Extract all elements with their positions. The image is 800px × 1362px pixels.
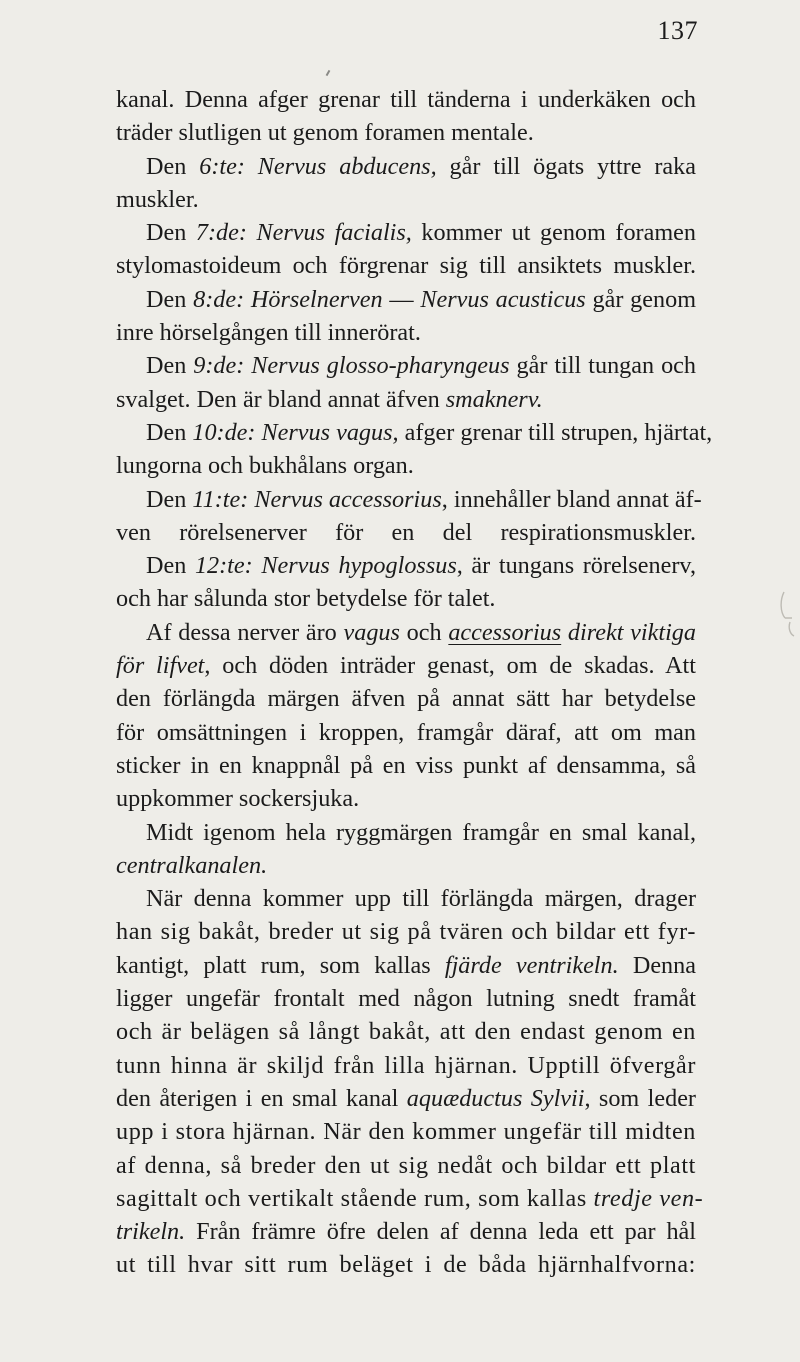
text-run: ligger ungefär frontalt med någon lutning snedt framåt [116,985,696,1013]
text-line [116,915,696,948]
italic-run: 6:te: Nervus abducens, [199,152,437,180]
text-run: kanal. Denna afger grenar till tänderna i underkäken och [116,86,696,113]
text-run: Den [146,552,195,580]
text-line [116,516,696,549]
italic-run: för lifvet [116,652,205,680]
scan-speck [326,70,331,76]
text-line [116,349,696,382]
italic-run: Nervus acusticus [420,285,586,313]
italic-run: 8:de: Hörselnerven [193,285,383,313]
text-run: uppkommer sockersjuka. [116,785,360,813]
text-line [116,1149,696,1182]
italic-run: trikeln. [116,1218,186,1246]
text-run: för omsättningen i kroppen, framgår däraf, att om man [116,718,696,746]
text-line [116,150,696,183]
text-line [116,249,696,282]
text-run: , som leder [584,1084,696,1112]
italic-run: 9:de: Nervus glosso-pharyngeus [193,352,510,380]
text-run: tunn hinna är skiljd från lilla hjärnan. Upptill öfvergår [116,1051,696,1079]
italic-run: aquæductus Sylvii [406,1084,585,1112]
text-run: och är belägen så långt bakåt, att den endast genom en [116,1018,696,1046]
text-run: När denna kommer upp till förlängda märgen, drager [146,885,696,913]
text-line [116,982,696,1015]
text-run: går till tungan och [509,352,696,380]
text-run: af denna, så breder den ut sig nedåt och bildar ett platt [116,1151,696,1179]
text-run: sagittalt och vertikalt stående rum, som kallas [116,1184,594,1212]
text-line [116,383,696,416]
italic-run: centralkanalen. [116,851,268,879]
text-run: Den [146,219,196,247]
text-run: Den [146,352,194,380]
italic-run: fjärde ventrikeln. [444,951,619,979]
italic-run: tredje ven- [593,1184,704,1212]
italic-run: 11:te: Nervus accessorius [192,485,442,513]
text-run: Den [146,418,193,446]
margin-pencil-mark-icon [778,588,798,640]
text-run: den förlängda märgen äfven på annat sätt har betydelse [116,685,696,713]
text-run: upp i stora hjärnan. När den kommer ungefär till midten [116,1118,696,1146]
text-line [116,882,696,915]
text-run: ut till hvar sitt rum beläget i de båda hjärnhalfvorna: [116,1251,696,1279]
text-run: stylomastoideum och förgrenar sig till ansiktets muskler. [116,252,696,280]
text-run: kantigt, platt rum, som kallas [116,951,445,979]
text-line [116,483,702,516]
text-run: ven rörelsenerver för en del respirationsmuskler. [116,518,696,546]
text-line [116,616,696,649]
page-number: 137 [657,16,698,45]
italic-run: direkt viktiga [567,618,696,646]
text-run: afger grenar till strupen, hjärtat, [398,418,713,446]
italic-run: accessorius [448,618,562,646]
text-run: inre hörselgången till innerörat. [116,319,421,347]
italic-run: 7:de: Nervus facialis, [195,219,412,247]
text-line [116,549,696,582]
text-line [116,582,696,615]
text-line [116,216,696,249]
text-line [116,183,696,216]
text-run: Från främre öfre delen af denna leda ett par hål [185,1218,696,1246]
margin-pencil-mark [778,588,798,640]
text-run: , innehåller bland annat äf- [441,485,702,513]
text-run: Midt igenom hela ryggmärgen framgår en smal kanal, [146,818,696,846]
text-run: , och döden inträder genast, om de skadas. Att [204,652,696,680]
text-run: kommer ut genom foramen [411,219,696,247]
text-run: muskler. [116,185,199,213]
text-line [116,1215,696,1248]
text-line [116,116,696,149]
text-run: lungorna och bukhålans organ. [116,452,414,480]
text-line [116,749,696,782]
text-line [116,949,696,982]
text-line [116,716,696,749]
text-line [116,1082,696,1115]
text-line [116,283,696,316]
text-run: — [382,285,421,313]
text-run: går genom [585,285,697,313]
text-line [116,1015,696,1048]
text-run: går till ögats yttre raka [436,152,696,180]
text-run: sticker in en knappnål på en viss punkt af densamma, så [116,751,696,779]
text-run: träder slutligen ut genom foramen mentale. [116,119,534,147]
text-run [561,619,568,646]
text-line [116,1248,696,1281]
text-run: Af dessa nerver äro [146,618,344,646]
text-run: och har sålunda stor betydelse för talet. [116,585,496,613]
text-line [116,849,696,882]
italic-run: 12:te: Nervus hypoglossus [194,552,457,580]
text-run: han sig bakåt, breder ut sig på tvären och bildar ett fyr- [116,918,696,946]
text-run: svalget. Den är bland annat äfven [116,385,446,413]
text-run: Den [146,285,194,313]
text-run: Den [146,485,193,513]
text-run: den återigen i en smal kanal [116,1084,407,1112]
text-line [116,316,696,349]
text-line [116,83,696,116]
text-run: , är tungans rörelsenerv, [456,552,696,580]
text-line [116,682,696,715]
text-line [116,1049,696,1082]
text-line [116,782,696,815]
italic-run: smaknerv. [445,385,543,413]
text-line [116,649,696,682]
text-line [116,449,696,482]
italic-run: vagus [343,618,400,646]
body-text [116,83,713,1282]
text-line [116,816,696,849]
text-run: Denna [618,951,696,979]
text-line [116,1115,696,1148]
text-run: Den [146,152,200,180]
italic-run: 10:de: Nervus vagus, [192,418,399,446]
text-run: och [399,618,449,646]
text-line [116,1182,704,1215]
text-line [116,416,713,449]
